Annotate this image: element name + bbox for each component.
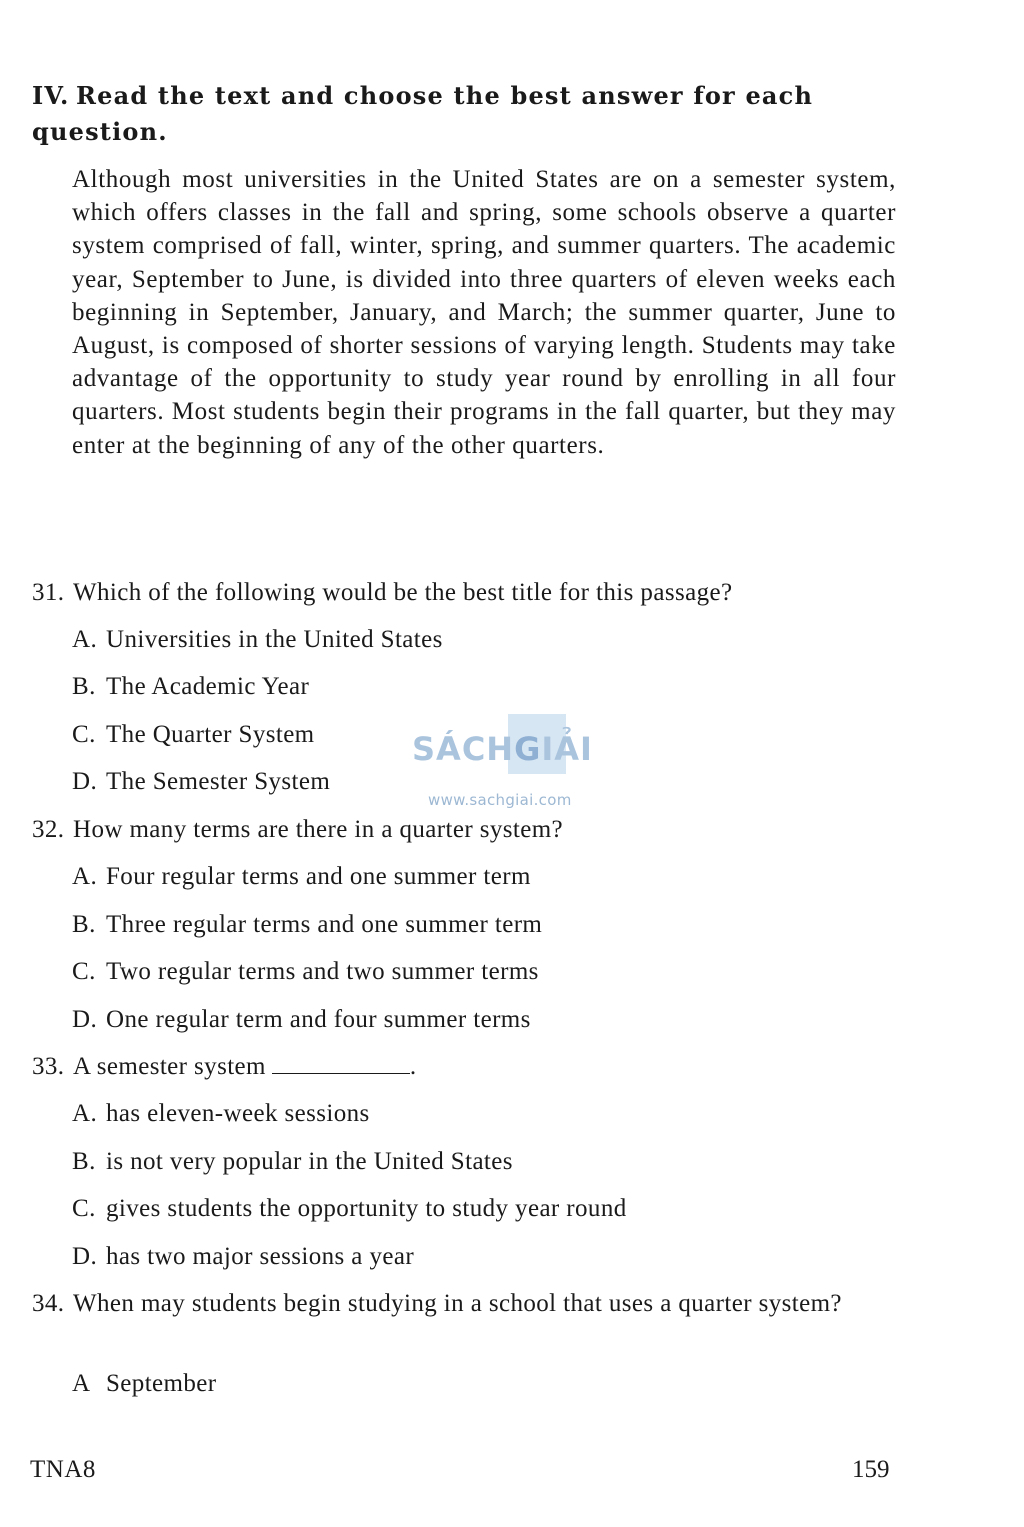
option-letter: B. bbox=[72, 1148, 96, 1175]
option-letter: C. bbox=[72, 721, 96, 748]
option-32-c bbox=[72, 955, 892, 988]
section-number: IV. bbox=[32, 81, 70, 110]
option-letter: D. bbox=[72, 768, 98, 795]
section-heading bbox=[32, 78, 900, 150]
option-letter: D. bbox=[72, 1006, 98, 1033]
answer-blank bbox=[272, 1053, 410, 1074]
option-letter: C. bbox=[72, 1195, 96, 1222]
option-letter: A bbox=[72, 1370, 91, 1397]
option-32-d bbox=[72, 1003, 892, 1036]
option-32-b bbox=[72, 908, 892, 941]
question-number: 34. bbox=[32, 1290, 65, 1317]
option-31-b bbox=[72, 670, 892, 703]
question-text: Which of the following would be the best title for this passage? bbox=[73, 579, 733, 606]
option-text: has two major sessions a year bbox=[106, 1243, 415, 1270]
option-text: Three regular terms and one summer term bbox=[106, 911, 543, 938]
option-letter: B. bbox=[72, 673, 96, 700]
question-text: When may students begin studying in a school that uses a quarter system? bbox=[73, 1290, 842, 1317]
question-text-end: . bbox=[409, 1053, 417, 1080]
question-text: A semester system bbox=[73, 1053, 266, 1080]
option-letter: A. bbox=[72, 626, 98, 653]
watermark-brand-right: IẢI bbox=[541, 730, 593, 768]
option-text: The Quarter System bbox=[106, 721, 315, 748]
option-letter: C. bbox=[72, 958, 96, 985]
question-31 bbox=[32, 576, 896, 609]
option-text: has eleven-week sessions bbox=[106, 1100, 370, 1127]
option-text: The Academic Year bbox=[106, 673, 310, 700]
watermark-brand-left: SÁCH bbox=[412, 730, 515, 768]
option-33-a bbox=[72, 1097, 892, 1130]
option-text: is not very popular in the United States bbox=[106, 1148, 513, 1175]
option-letter: B. bbox=[72, 911, 96, 938]
section-instruction: Read the text and choose the best answer for each question. bbox=[32, 81, 814, 146]
question-number: 32. bbox=[32, 816, 65, 843]
question-34 bbox=[32, 1287, 896, 1320]
option-letter: A. bbox=[72, 863, 98, 890]
option-32-a bbox=[72, 860, 892, 893]
reading-passage: Although most universities in the United States are on a semester system, which offers classes in the fall and spring, some schools observe a quarter system comprised of fall, winter, spring, and summer quarters. The academic year, September to June, is divided into three quarters of eleven weeks each beginning in September, January, and March; the summer quarter, June to August, is composed of shorter sessions of varying length. Students may take advantage of the opportunity to study year round by enrolling in all four quarters. Most students begin their programs in the fall quarter, but they may enter at the beginning of any of the other quarters. bbox=[72, 166, 896, 459]
option-text: The Semester System bbox=[106, 768, 331, 795]
page-number: 159 bbox=[852, 1456, 890, 1483]
option-33-b bbox=[72, 1145, 892, 1178]
sachgiai-watermark bbox=[412, 718, 612, 810]
option-33-c bbox=[72, 1192, 892, 1225]
footer-code: TNA8 bbox=[30, 1456, 96, 1483]
question-number: 31. bbox=[32, 579, 65, 606]
question-text: How many terms are there in a quarter system? bbox=[73, 816, 564, 843]
option-letter: D. bbox=[72, 1243, 98, 1270]
option-text: gives students the opportunity to study year round bbox=[106, 1195, 627, 1222]
watermark-logo bbox=[412, 718, 612, 778]
question-33 bbox=[32, 1050, 896, 1083]
option-letter: A. bbox=[72, 1100, 98, 1127]
option-text: Two regular terms and two summer terms bbox=[106, 958, 539, 985]
option-text: One regular term and four summer terms bbox=[106, 1006, 531, 1033]
question-number: 33. bbox=[32, 1053, 65, 1080]
option-text: September bbox=[106, 1370, 217, 1397]
watermark-url: www.sachgiai.com bbox=[428, 791, 572, 809]
question-32 bbox=[32, 813, 896, 846]
option-34-a bbox=[72, 1367, 892, 1400]
option-33-d bbox=[72, 1240, 892, 1273]
option-text: Four regular terms and one summer term bbox=[106, 863, 531, 890]
option-text: Universities in the United States bbox=[106, 626, 443, 653]
option-31-a bbox=[72, 623, 892, 656]
watermark-brand-box: G bbox=[514, 730, 542, 768]
